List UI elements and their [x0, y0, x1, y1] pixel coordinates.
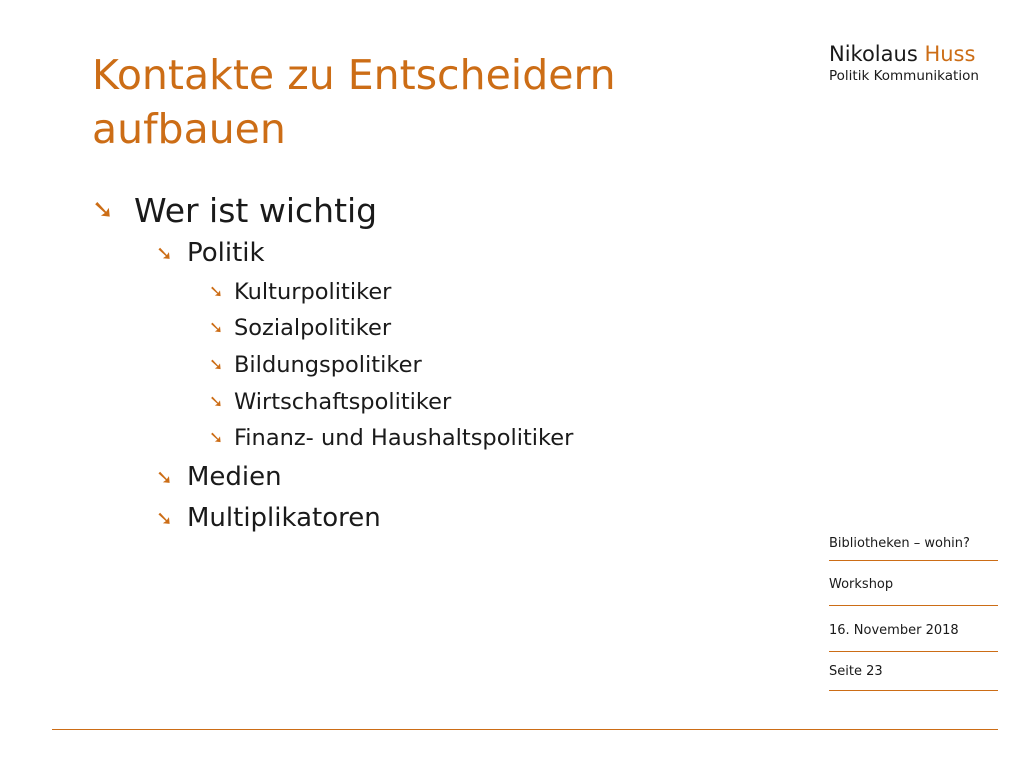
brand-block	[829, 41, 1009, 85]
arrow-down-right-icon: ➘	[156, 465, 173, 489]
arrow-down-right-icon: ➘	[209, 392, 224, 412]
bullet-label: Sozialpolitiker	[234, 315, 392, 341]
bullet-label: Wirtschaftspolitiker	[234, 389, 452, 415]
brand-name	[829, 41, 1009, 67]
bullet-politik	[156, 236, 265, 270]
sidebar-page-number: Seite 23	[829, 664, 883, 679]
sidebar-divider	[829, 651, 998, 652]
bullet-wer-ist-wichtig	[92, 190, 377, 230]
sidebar-divider	[829, 690, 998, 691]
arrow-down-right-icon: ➘	[92, 195, 114, 225]
bullet-kulturpolitiker	[209, 277, 391, 307]
sidebar-format: Workshop	[829, 577, 894, 592]
sidebar-divider	[829, 560, 998, 561]
arrow-down-right-icon: ➘	[209, 318, 224, 338]
bullet-wirtschaftspolitiker	[209, 387, 451, 417]
bullet-label: Wer ist wichtig	[134, 190, 378, 230]
sidebar-event: Bibliotheken – wohin?	[829, 536, 970, 551]
bullet-label: Bildungspolitiker	[234, 352, 422, 378]
bullet-label: Finanz- und Haushaltspolitiker	[234, 425, 574, 451]
arrow-down-right-icon: ➘	[209, 428, 224, 448]
arrow-down-right-icon: ➘	[209, 355, 224, 375]
footer-divider	[52, 729, 998, 730]
arrow-down-right-icon: ➘	[156, 506, 173, 530]
slide-title: Kontakte zu Entscheidern aufbauen	[92, 51, 616, 153]
bullet-label: Multiplikatoren	[187, 503, 381, 533]
brand-subtitle: Politik Kommunikation	[829, 68, 979, 84]
bullet-multiplikatoren	[156, 501, 381, 535]
arrow-down-right-icon: ➘	[156, 241, 173, 265]
bullet-sozialpolitiker	[209, 313, 391, 343]
bullet-medien	[156, 460, 282, 494]
sidebar-divider	[829, 605, 998, 606]
brand-first-name: Nikolaus	[829, 42, 925, 66]
bullet-label: Kulturpolitiker	[234, 279, 392, 305]
sidebar-date: 16. November 2018	[829, 623, 959, 638]
bullet-finanzpolitiker	[209, 423, 573, 453]
bullet-bildungspolitiker	[209, 350, 422, 380]
bullet-label: Medien	[187, 462, 282, 492]
brand-last-name: Huss	[924, 42, 976, 66]
arrow-down-right-icon: ➘	[209, 282, 224, 302]
bullet-label: Politik	[187, 238, 265, 268]
